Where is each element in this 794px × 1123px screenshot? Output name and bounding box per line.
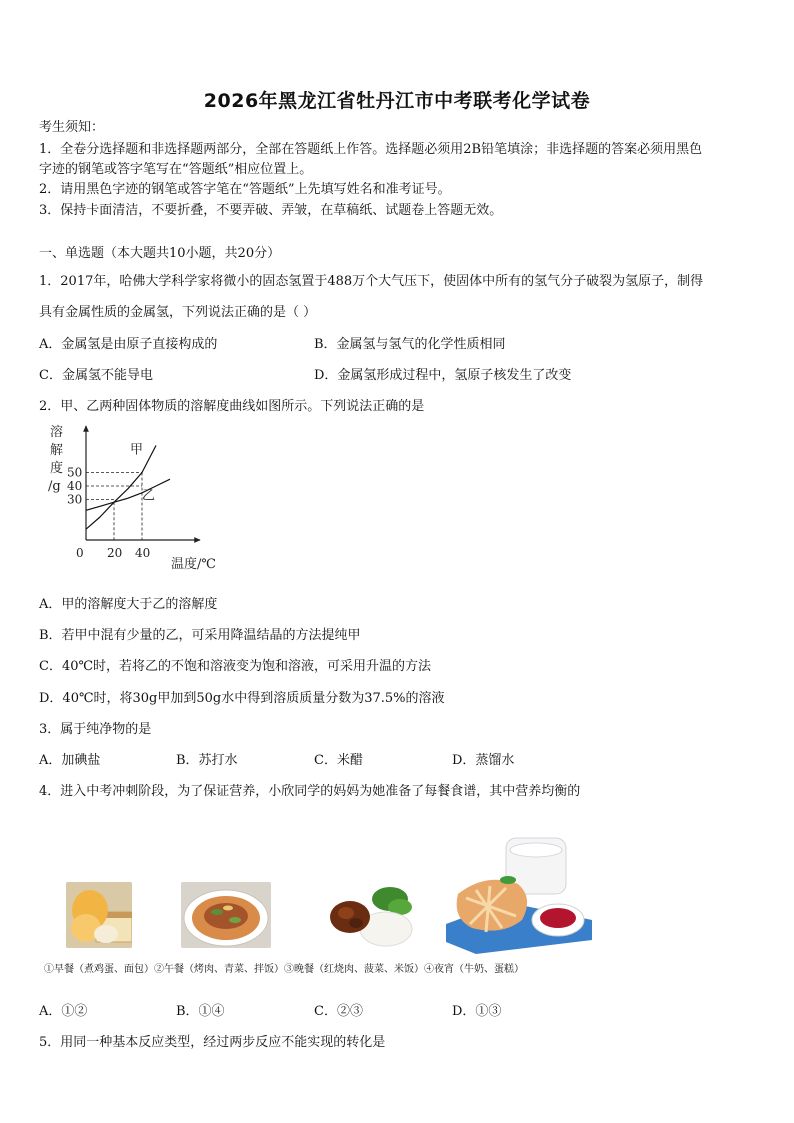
y-axis-label-3: 度 [50, 461, 64, 476]
q3-stem: 3．属于纯净物的是 [39, 722, 152, 737]
y-tick-label-50: 50 [67, 465, 83, 480]
notice-item-1: 1．全卷分选择题和非选择题两部分，全部在答题纸上作答。选择题必须用2B铅笔填涂；非选择题的答案必须用黑色 [39, 142, 703, 157]
series-label-yi: 乙 [142, 488, 156, 504]
x-tick-label-40: 40 [135, 546, 151, 560]
q2-option-d: D．40℃时，将30g甲加到50g水中得到溶质质量分数为37.5%的溶液 [39, 691, 445, 706]
breakfast-image [66, 882, 132, 948]
dinner-image [326, 885, 416, 949]
y-tick-label-30: 30 [67, 492, 83, 507]
origin-label: 0 [76, 546, 84, 560]
q2-stem: 2．甲、乙两种固体物质的溶解度曲线如图所示。下列说法正确的是 [39, 399, 425, 414]
q2-option-a: A．甲的溶解度大于乙的溶解度 [39, 597, 218, 612]
q2-option-c: C．40℃时，若将乙的不饱和溶液变为饱和溶液，可采用升温的方法 [39, 659, 432, 674]
exam-title: 2026年黑龙江省牡丹江市中考联考化学试卷 [203, 90, 591, 112]
y-axis-label-4: /g [48, 479, 61, 494]
solubility-chart [40, 418, 230, 578]
notice-item-3: 3．保持卡面清洁，不要折叠，不要弄破、弄皱，在草稿纸、试题卷上答题无效。 [39, 203, 503, 218]
q3-option-c: C．米醋 [314, 753, 363, 768]
curve-yi [86, 479, 170, 510]
q1-option-c: C．金属氢不能导电 [39, 368, 153, 383]
q3-option-b: B．苏打水 [176, 753, 238, 768]
q5-stem: 5．用同一种基本反应类型，经过两步反应不能实现的转化是 [39, 1035, 386, 1050]
q4-menu-caption: ①早餐（煮鸡蛋、面包）②午餐（烤肉、青菜、拌饭）③晚餐（红烧肉、菠菜、米饭）④夜宵（牛奶、蛋糕） [44, 964, 524, 975]
q4-option-d: D．①③ [452, 1004, 502, 1019]
lunch-image [181, 882, 271, 948]
q1-option-a: A．金属氢是由原子直接构成的 [39, 337, 218, 352]
x-axis-label: 温度/℃ [171, 557, 216, 572]
q1-option-d: D．金属氢形成过程中，氢原子核发生了改变 [314, 368, 572, 383]
y-tick-label-40: 40 [67, 479, 83, 493]
q1-option-b: B．金属氢与氢气的化学性质相同 [314, 337, 506, 352]
q2-option-b: B．若甲中混有少量的乙，可采用降温结晶的方法提纯甲 [39, 628, 361, 643]
y-axis-label-1: 溶 [50, 425, 64, 440]
q3-option-a: A．加碘盐 [39, 753, 101, 768]
snack-image [446, 832, 592, 954]
q1-stem-line2: 具有金属性质的金属氢，下列说法正确的是（ ） [39, 305, 317, 320]
series-label-jia: 甲 [130, 442, 144, 458]
q1-stem-line1: 1．2017年，哈佛大学科学家将微小的固态氢置于488万个大气压下，使固体中所有的氢气分子破裂为氢原子，制得 [39, 274, 704, 289]
q3-option-d: D．蒸馏水 [452, 753, 515, 768]
notice-item-2: 2．请用黑色字迹的钢笔或答字笔在“答题纸”上先填写姓名和准考证号。 [39, 182, 451, 197]
q4-option-a: A．①② [39, 1004, 88, 1019]
section-heading: 一、单选题（本大题共10小题，共20分） [39, 246, 281, 261]
x-tick-label-20: 20 [107, 546, 123, 560]
notice-heading: 考生须知： [39, 120, 105, 135]
q4-stem: 4．进入中考冲刺阶段，为了保证营养，小欣同学的妈妈为她准备了每餐食谱，其中营养均衡的 [39, 784, 581, 799]
q4-option-b: B．①④ [176, 1004, 225, 1019]
y-axis-label-2: 解 [50, 443, 64, 458]
q4-option-c: C．②③ [314, 1004, 363, 1019]
notice-item-1-cont: 字迹的钢笔或答字笔写在“答题纸”相应位置上。 [39, 162, 313, 177]
